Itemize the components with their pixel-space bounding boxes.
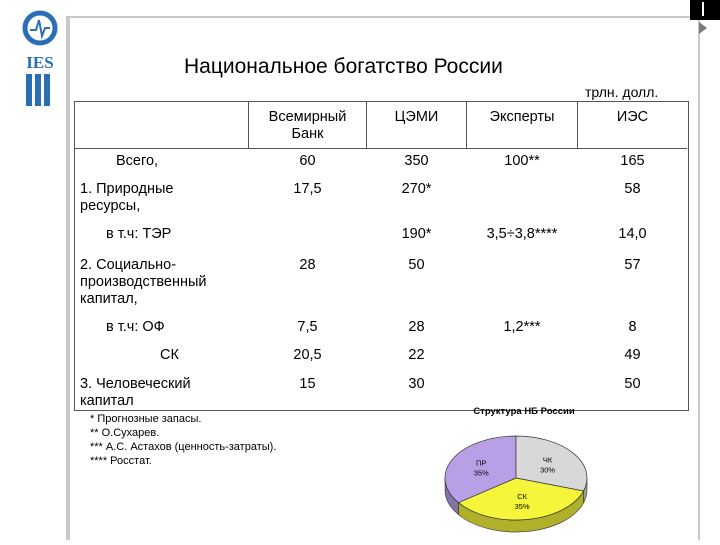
table-cell: 50 [408, 257, 425, 273]
footnote: *** А.С. Астахов (ценность-затраты). [90, 441, 277, 453]
logo-text: IES [26, 53, 54, 72]
structure-pie-chart [436, 400, 596, 540]
pie-label-value: 35% [473, 468, 489, 478]
next-slide-arrow-icon[interactable] [699, 22, 707, 34]
table-cell: 270* [401, 181, 432, 197]
corner-block [690, 0, 720, 20]
pie-label-value: 30% [540, 465, 556, 475]
page-title: Национальное богатство России [184, 55, 503, 78]
table-cell: 20,5 [293, 347, 322, 363]
table-cell: 350 [404, 153, 429, 169]
table-cell: 165 [620, 153, 645, 169]
pie-title: Структура НБ России [473, 406, 575, 417]
row-label-social: 2. Социально- производственный капитал, [80, 257, 207, 307]
frame-top-line [66, 16, 700, 18]
table-cell: 57 [624, 257, 641, 273]
table-cell: 28 [408, 319, 425, 335]
row-label-natural: 1. Природные ресурсы, [80, 181, 174, 214]
table-cell: 17,5 [293, 181, 322, 197]
footnote: * Прогнозные запасы. [90, 413, 202, 425]
table-cell: 7,5 [297, 319, 318, 335]
ies-logo [18, 10, 62, 110]
table-cell: 100** [504, 153, 540, 169]
footnote: ** О.Сухарев. [90, 427, 160, 439]
table-cell: 49 [624, 347, 641, 363]
table-cell: 22 [408, 347, 425, 363]
footnote: **** Росстат. [90, 455, 152, 467]
pie-label-name: ЧК [542, 455, 553, 465]
pie-label-name: ПР [476, 458, 487, 468]
table-cell: 190* [401, 226, 432, 242]
pie-label-value: 35% [514, 501, 530, 511]
footnotes [90, 412, 276, 468]
table-cell: 1,2*** [503, 319, 541, 335]
table-cell: 15 [299, 376, 316, 392]
header-world-bank: Всемирный Банк [268, 109, 347, 142]
header-ies: ИЭС [616, 109, 649, 125]
table-cell: 50 [624, 376, 641, 392]
row-label-sk: СК [160, 347, 179, 363]
row-label-of: в т.ч: ОФ [106, 319, 165, 335]
table-cell: 14,0 [618, 226, 647, 242]
table-cell: 28 [299, 257, 316, 273]
row-label-human: 3. Человеческий капитал [80, 376, 191, 409]
unit-label: трлн. долл. [585, 84, 659, 100]
slide-top-band [0, 0, 720, 16]
table-cell: 3,5÷3,8**** [486, 226, 558, 242]
frame-left-bar [66, 16, 70, 540]
table-cell: 8 [628, 319, 637, 335]
table-cell: 58 [624, 181, 641, 197]
frame-right-line [698, 16, 700, 540]
row-label-total: Всего, [116, 153, 159, 169]
table-cell: 30 [408, 376, 425, 392]
header-experts: Эксперты [489, 109, 555, 125]
header-divider [74, 148, 687, 149]
row-label-ter: в т.ч: ТЭР [106, 226, 172, 242]
header-cemi: ЦЭМИ [394, 109, 439, 125]
table-cell: 60 [299, 153, 316, 169]
pie-label-name: СК [517, 491, 528, 501]
